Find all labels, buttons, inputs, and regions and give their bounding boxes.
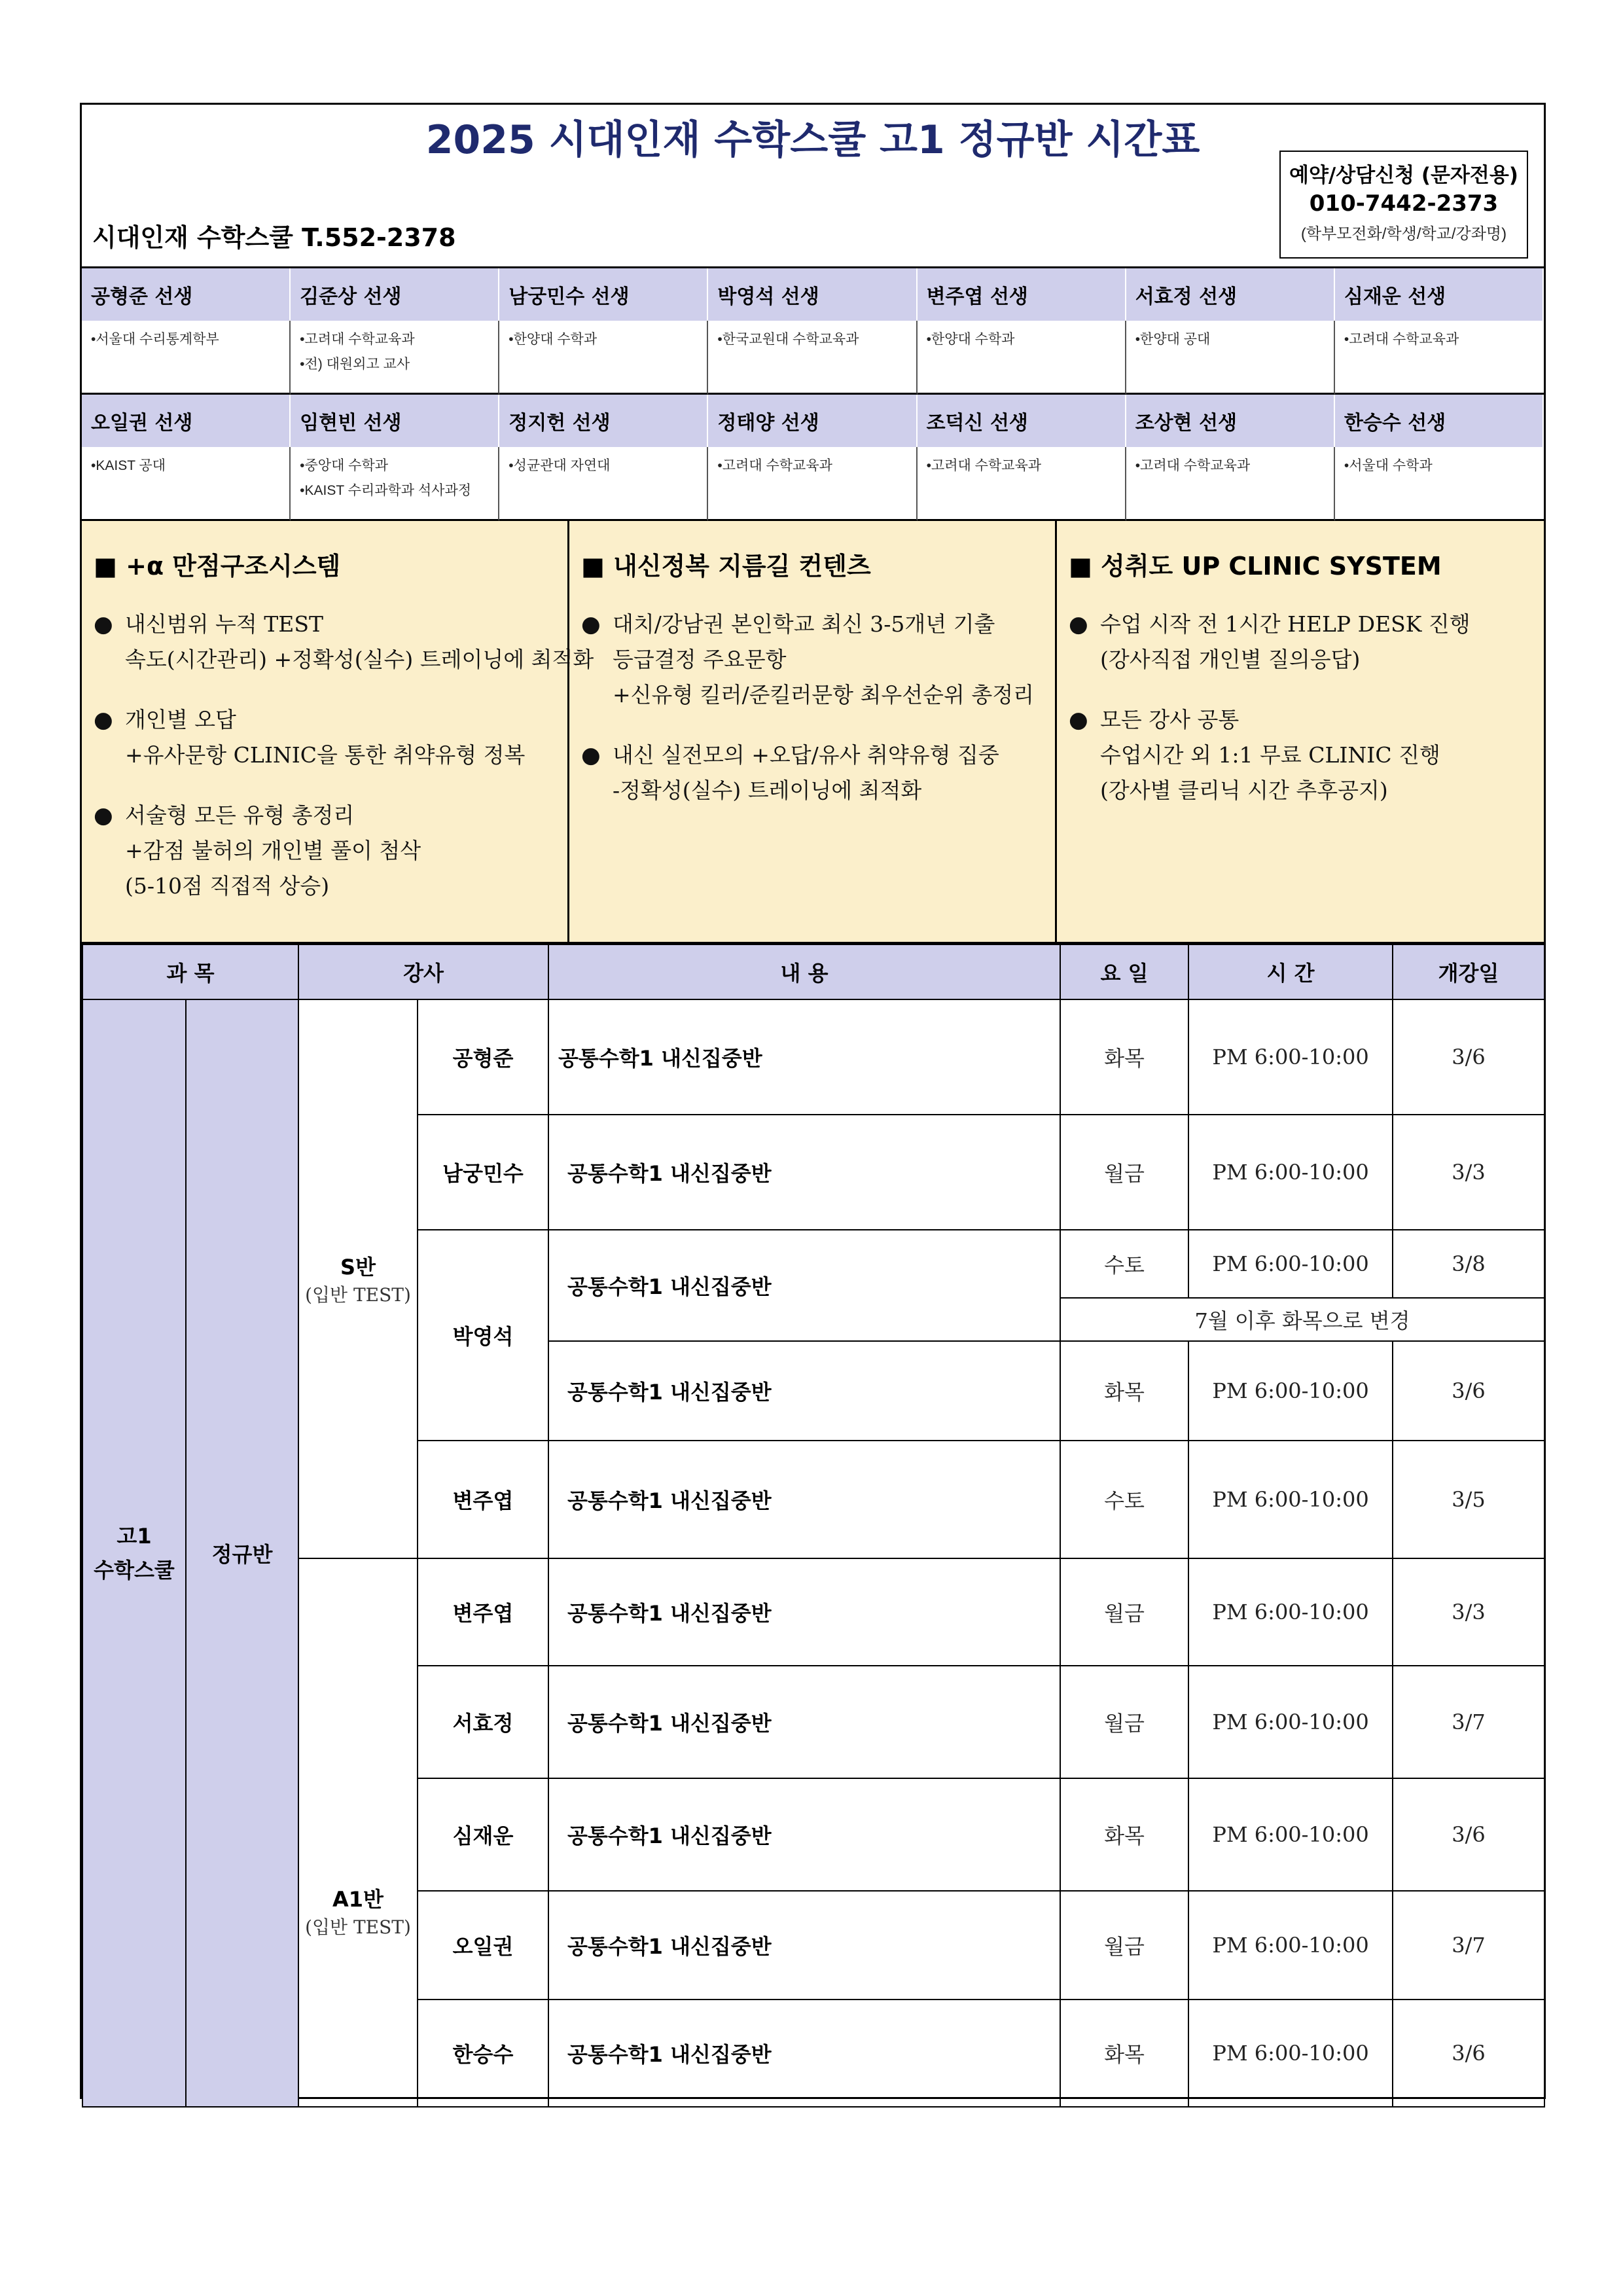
day-cell: 화목 — [1060, 2000, 1188, 2107]
teacher-name: 공형준 선생 — [82, 268, 291, 321]
table-row — [82, 999, 1544, 1115]
schedule-table — [82, 944, 1545, 2108]
start-date-cell: 3/6 — [1393, 1778, 1544, 1891]
bullet-icon: ● — [1069, 611, 1088, 637]
class-note: (입반 TEST) — [305, 1916, 411, 1938]
time-cell: PM 6:00-10:00 — [1188, 1891, 1393, 2000]
header-teacher: 강사 — [298, 944, 548, 999]
teacher-name: 조덕신 선생 — [918, 395, 1126, 447]
content-cell: 공통수학1 내신집중반 — [548, 1891, 1060, 2000]
content-cell: 공통수학1 내신집중반 — [548, 1115, 1060, 1230]
teacher-bio: •한양대 수학과 — [918, 321, 1126, 395]
start-date-cell: 3/6 — [1393, 1341, 1544, 1441]
bullet-icon: ● — [581, 611, 601, 637]
header-day: 요 일 — [1060, 944, 1188, 999]
class-note: (입반 TEST) — [305, 1284, 411, 1306]
time-cell: PM 6:00-10:00 — [1188, 1558, 1393, 1666]
teacher-name: 오일권 선생 — [82, 395, 291, 447]
teacher-name: 임현빈 선생 — [291, 395, 499, 447]
start-date-cell: 3/5 — [1393, 1441, 1544, 1558]
header-subject: 과 목 — [82, 944, 298, 999]
schedule-change-note: 7월 이후 화목으로 변경 — [1060, 1298, 1544, 1341]
time-cell: PM 6:00-10:00 — [1188, 1441, 1393, 1558]
content-cell: 공통수학1 내신집중반 — [548, 2000, 1060, 2107]
feature-panel-contents — [569, 521, 1057, 942]
teacher-cell: 박영석 — [418, 1230, 548, 1441]
time-cell: PM 6:00-10:00 — [1188, 1341, 1393, 1441]
bullet-icon: ● — [94, 611, 113, 637]
timetable-document — [80, 103, 1546, 2099]
content-cell: 공통수학1 내신집중반 — [548, 1666, 1060, 1778]
teacher-bio: •성균관대 자연대 — [499, 447, 708, 521]
time-cell: PM 6:00-10:00 — [1188, 1230, 1393, 1298]
teacher-cell: 변주엽 — [418, 1558, 548, 1666]
teacher-cell: 공형준 — [418, 999, 548, 1115]
teacher-cell: 오일권 — [418, 1891, 548, 2000]
teacher-bio: •한국교원대 수학교육과 — [708, 321, 917, 395]
content-cell: 공통수학1 내신집중반 — [548, 999, 1060, 1115]
teacher-name: 서효정 선생 — [1126, 268, 1335, 321]
feature-item: ● 수업 시작 전 1시간 HELP DESK 진행 (강사직접 개인별 질의응답) — [1069, 607, 1532, 677]
content-cell: 공통수학1 내신집중반 — [548, 1441, 1060, 1558]
teacher-cell: 서효정 — [418, 1666, 548, 1778]
bullet-icon: ● — [1069, 707, 1088, 733]
teacher-bio: •고려대 수학교육과 — [708, 447, 917, 521]
teacher-name: 한승수 선생 — [1335, 395, 1544, 447]
contact-title: 예약/상담신청 (문자전용) — [1289, 164, 1518, 187]
teacher-bio: •고려대 수학교육과 — [918, 447, 1126, 521]
time-cell: PM 6:00-10:00 — [1188, 1666, 1393, 1778]
header-content: 내 용 — [548, 944, 1060, 999]
feature-item: ● 개인별 오답 +유사문항 CLINIC을 통한 취약유형 정복 — [94, 702, 556, 773]
teacher-cell: 한승수 — [418, 2000, 548, 2107]
teacher-bio: •서울대 수학과 — [1335, 447, 1544, 521]
teacher-bio: •고려대 수학교육과 — [1126, 447, 1335, 521]
bullet-icon: ● — [581, 742, 601, 768]
teacher-name: 남궁민수 선생 — [499, 268, 708, 321]
table-header-row — [82, 944, 1544, 999]
start-date-cell: 3/7 — [1393, 1666, 1544, 1778]
document-header — [82, 105, 1544, 268]
class-a1-cell — [298, 1558, 418, 2107]
time-cell: PM 6:00-10:00 — [1188, 2000, 1393, 2107]
teacher-cell: 남궁민수 — [418, 1115, 548, 1230]
header-start-date: 개강일 — [1393, 944, 1544, 999]
day-cell: 화목 — [1060, 999, 1188, 1115]
bullet-icon: ● — [94, 802, 113, 829]
feature-title: ■ 성취도 UP CLINIC SYSTEM — [1069, 552, 1442, 581]
teacher-bio: •한양대 공대 — [1126, 321, 1335, 395]
feature-item: ● 대치/강남권 본인학교 최신 3-5개년 기출 등급결정 주요문항 +신유형 킬러/준킬러문항 최우선순위 총정리 — [581, 607, 1043, 713]
content-cell: 공통수학1 내신집중반 — [548, 1230, 1060, 1341]
school-phone: 시대인재 수학스쿨 T.552-2378 — [92, 223, 456, 252]
feature-panel-system — [82, 521, 594, 942]
teacher-name: 정태양 선생 — [708, 395, 917, 447]
teacher-cell: 심재운 — [418, 1778, 548, 1891]
content-cell: 공통수학1 내신집중반 — [548, 1778, 1060, 1891]
teacher-bio: •고려대 수학교육과 •전) 대원외고 교사 — [291, 321, 499, 395]
teacher-bio: •서울대 수리통계학부 — [82, 321, 291, 395]
teacher-bio: •KAIST 공대 — [82, 447, 291, 521]
start-date-cell: 3/6 — [1393, 2000, 1544, 2107]
start-date-cell: 3/7 — [1393, 1891, 1544, 2000]
time-cell: PM 6:00-10:00 — [1188, 1115, 1393, 1230]
time-cell: PM 6:00-10:00 — [1188, 999, 1393, 1115]
day-cell: 화목 — [1060, 1778, 1188, 1891]
teacher-name: 김준상 선생 — [291, 268, 499, 321]
day-cell: 월금 — [1060, 1666, 1188, 1778]
course-cell: 정규반 — [186, 999, 298, 2107]
header-time: 시 간 — [1188, 944, 1393, 999]
day-cell: 수토 — [1060, 1441, 1188, 1558]
feature-item: ● 서술형 모든 유형 총정리 +감점 불허의 개인별 풀이 첨삭 (5-10점 직접적 상승) — [94, 798, 556, 904]
teacher-name: 정지헌 선생 — [499, 395, 708, 447]
bullet-icon: ● — [94, 707, 113, 733]
day-cell: 월금 — [1060, 1558, 1188, 1666]
class-name: A1반 — [332, 1887, 383, 1912]
contact-note: (학부모전화/학생/학교/강좌명) — [1300, 225, 1507, 243]
teacher-bio: •중앙대 수학과 •KAIST 수리과학과 석사과정 — [291, 447, 499, 521]
feature-item: ● 내신 실전모의 +오답/유사 취약유형 집중 -정확성(실수) 트레이닝에 최적화 — [581, 738, 1043, 808]
feature-title: ■ +α 만점구조시스템 — [94, 552, 341, 581]
contact-box — [1279, 151, 1528, 259]
start-date-cell: 3/8 — [1393, 1230, 1544, 1298]
day-cell: 월금 — [1060, 1891, 1188, 2000]
feature-item: ● 모든 강사 공통 수업시간 외 1:1 무료 CLINIC 진행 (강사별 클리닉 시간 추후공지) — [1069, 702, 1532, 808]
teacher-bio: •한양대 수학과 — [499, 321, 708, 395]
teacher-name: 심재운 선생 — [1335, 268, 1544, 321]
class-s-cell — [298, 999, 418, 1558]
teacher-bio: •고려대 수학교육과 — [1335, 321, 1544, 395]
feature-panels — [82, 521, 1544, 944]
teacher-grid-row-2 — [82, 395, 1544, 521]
start-date-cell: 3/6 — [1393, 999, 1544, 1115]
feature-panel-clinic — [1057, 521, 1544, 942]
subject-cell: 고1 수학스쿨 — [82, 999, 186, 2107]
teacher-grid-row-1 — [82, 268, 1544, 395]
day-cell: 화목 — [1060, 1341, 1188, 1441]
class-name: S반 — [340, 1255, 376, 1280]
day-cell: 월금 — [1060, 1115, 1188, 1230]
teacher-name: 조상현 선생 — [1126, 395, 1335, 447]
teacher-name: 박영석 선생 — [708, 268, 917, 321]
feature-item: ● 내신범위 누적 TEST 속도(시간관리) +정확성(실수) 트레이닝에 최적화 — [94, 607, 556, 677]
time-cell: PM 6:00-10:00 — [1188, 1778, 1393, 1891]
table-row — [82, 1558, 1544, 1666]
start-date-cell: 3/3 — [1393, 1115, 1544, 1230]
content-cell: 공통수학1 내신집중반 — [548, 1341, 1060, 1441]
day-cell: 수토 — [1060, 1230, 1188, 1298]
page-title: 2025 시대인재 수학스쿨 고1 정규반 시간표 — [425, 117, 1200, 163]
contact-phone: 010-7442-2373 — [1309, 190, 1499, 217]
content-cell: 공통수학1 내신집중반 — [548, 1558, 1060, 1666]
teacher-cell: 변주엽 — [418, 1441, 548, 1558]
teacher-name: 변주엽 선생 — [918, 268, 1126, 321]
feature-title: ■ 내신정복 지름길 컨텐츠 — [581, 552, 871, 581]
start-date-cell: 3/3 — [1393, 1558, 1544, 1666]
